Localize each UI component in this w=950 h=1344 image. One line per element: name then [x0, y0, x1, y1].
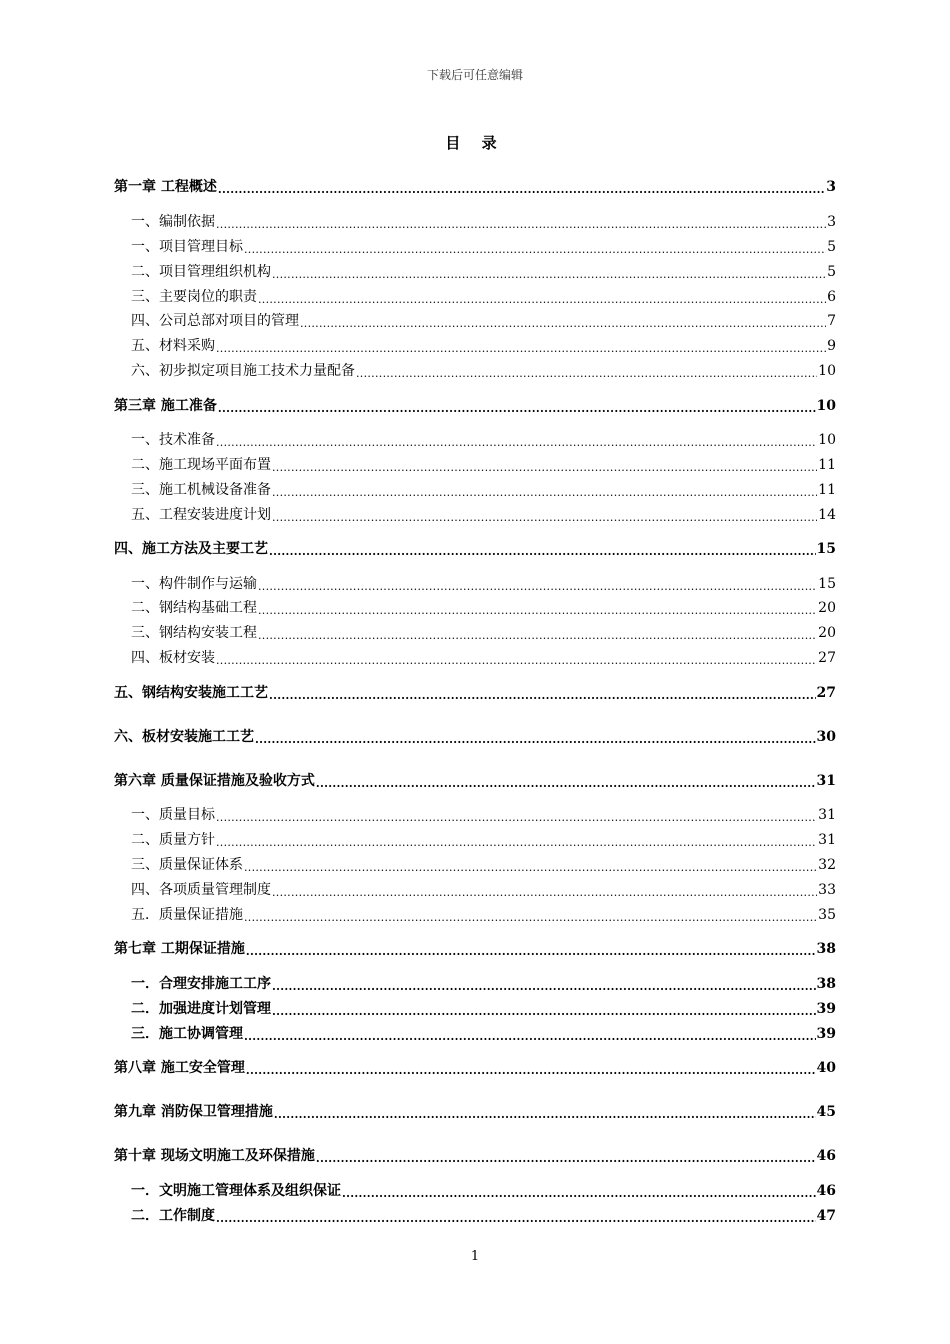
toc-entry-label: 四、施工方法及主要工艺	[114, 541, 268, 557]
toc-dot-leader	[244, 243, 826, 257]
toc-entry-page: 31	[816, 773, 836, 789]
toc-section-entry[interactable]	[131, 311, 836, 331]
page-header: 下载后可任意编辑	[426, 68, 523, 82]
toc-dot-leader	[272, 980, 816, 994]
toc-entry-label: 四、公司总部对项目的管理	[131, 313, 299, 329]
toc-section-entry[interactable]	[131, 262, 836, 282]
toc-dot-leader	[300, 317, 826, 331]
toc-entry-label: 第七章 工期保证措施	[114, 941, 245, 957]
toc-entry-page: 27	[818, 650, 836, 666]
toc-dot-leader	[272, 268, 826, 282]
toc-dot-leader	[258, 604, 817, 618]
toc-section-entry[interactable]	[131, 455, 836, 475]
toc-entry-label: 五．质量保证措施	[131, 907, 243, 923]
toc-entry-page: 15	[818, 576, 836, 592]
toc-dot-leader	[272, 886, 817, 900]
toc-section-entry[interactable]	[131, 430, 836, 450]
page-title: 目 录	[445, 134, 505, 152]
toc-entry-label: 四、各项质量管理制度	[131, 882, 271, 898]
toc-section-entry[interactable]	[131, 855, 836, 875]
toc-entry-page: 39	[816, 1001, 836, 1017]
toc-dot-leader	[316, 1152, 816, 1166]
toc-entry-label: 五、钢结构安装施工工艺	[114, 685, 268, 701]
toc-entry-page: 39	[816, 1026, 836, 1042]
toc-dot-leader	[274, 1108, 816, 1122]
toc-section-entry[interactable]	[131, 1206, 836, 1226]
toc-dot-leader	[258, 580, 817, 594]
toc-entry-page: 11	[818, 482, 836, 498]
toc-dot-leader	[258, 293, 826, 307]
toc-entry-label: 二、钢结构基础工程	[131, 600, 257, 616]
toc-section-entry[interactable]	[131, 505, 836, 525]
toc-entry-label: 一、编制依据	[131, 214, 215, 230]
toc-dot-leader	[216, 811, 817, 825]
toc-chapter-entry[interactable]	[114, 1102, 836, 1122]
toc-dot-leader	[342, 1187, 816, 1201]
toc-entry-page: 3	[826, 179, 836, 195]
toc-entry-page: 7	[827, 313, 836, 329]
toc-dot-leader	[258, 629, 817, 643]
toc-dot-leader	[316, 777, 816, 791]
toc-chapter-entry[interactable]	[114, 396, 836, 416]
toc-entry-label: 第八章 施工安全管理	[114, 1060, 245, 1076]
toc-dot-leader	[272, 1005, 816, 1019]
toc-entry-label: 六、板材安装施工工艺	[114, 729, 254, 745]
toc-section-entry[interactable]	[131, 999, 836, 1019]
toc-dot-leader	[216, 436, 817, 450]
toc-entry-label: 一．文明施工管理体系及组织保证	[131, 1183, 341, 1199]
toc-entry-label: 第一章 工程概述	[114, 179, 217, 195]
toc-dot-leader	[244, 911, 817, 925]
toc-dot-leader	[255, 733, 816, 747]
toc-entry-label: 一、技术准备	[131, 432, 215, 448]
toc-entry-page: 46	[816, 1183, 836, 1199]
toc-entry-label: 三、质量保证体系	[131, 857, 243, 873]
toc-dot-leader	[356, 367, 817, 381]
toc-entry-page: 30	[816, 729, 836, 745]
toc-entry-page: 10	[816, 398, 836, 414]
toc-section-entry[interactable]	[131, 574, 836, 594]
toc-entry-page: 32	[818, 857, 836, 873]
toc-entry-label: 一、项目管理目标	[131, 239, 243, 255]
toc-section-entry[interactable]	[131, 1024, 836, 1044]
toc-entry-label: 二．工作制度	[131, 1208, 215, 1224]
toc-entry-label: 二．加强进度计划管理	[131, 1001, 271, 1017]
toc-entry-page: 38	[816, 976, 836, 992]
toc-dot-leader	[216, 654, 817, 668]
page-number: 1	[470, 1249, 480, 1264]
toc-entry-label: 三．施工协调管理	[131, 1026, 243, 1042]
toc-chapter-entry[interactable]	[114, 683, 836, 703]
toc-entry-page: 10	[818, 432, 836, 448]
toc-entry-label: 一．合理安排施工工序	[131, 976, 271, 992]
toc-section-entry[interactable]	[131, 361, 836, 381]
toc-entry-page: 31	[818, 807, 836, 823]
toc-section-entry[interactable]	[131, 598, 836, 618]
toc-section-entry[interactable]	[131, 623, 836, 643]
toc-entry-page: 5	[827, 264, 836, 280]
toc-dot-leader	[246, 945, 816, 959]
toc-chapter-entry[interactable]	[114, 539, 836, 559]
toc-dot-leader	[216, 836, 817, 850]
toc-entry-label: 五、工程安装进度计划	[131, 507, 271, 523]
toc-dot-leader	[216, 342, 826, 356]
toc-entry-label: 第十章 现场文明施工及环保措施	[114, 1148, 315, 1164]
toc-entry-page: 47	[816, 1208, 836, 1224]
toc-section-entry[interactable]	[131, 237, 836, 257]
toc-entry-page: 9	[827, 338, 836, 354]
toc-entry-label: 三、施工机械设备准备	[131, 482, 271, 498]
toc-section-entry[interactable]	[131, 336, 836, 356]
toc-entry-page: 40	[816, 1060, 836, 1076]
toc-entry-page: 11	[818, 457, 836, 473]
toc-entry-label: 第六章 质量保证措施及验收方式	[114, 773, 315, 789]
toc-chapter-entry[interactable]	[114, 1146, 836, 1166]
toc-entry-label: 四、板材安装	[131, 650, 215, 666]
toc-section-entry[interactable]	[131, 905, 836, 925]
toc-section-entry[interactable]	[131, 880, 836, 900]
toc-entry-label: 第三章 施工准备	[114, 398, 217, 414]
toc-entry-label: 六、初步拟定项目施工技术力量配备	[131, 363, 355, 379]
toc-entry-page: 6	[827, 289, 836, 305]
toc-entry-page: 3	[827, 214, 836, 230]
toc-entry-label: 三、主要岗位的职责	[131, 289, 257, 305]
toc-section-entry[interactable]	[131, 212, 836, 232]
toc-section-entry[interactable]	[131, 480, 836, 500]
toc-chapter-entry[interactable]	[114, 727, 836, 747]
toc-entry-page: 33	[818, 882, 836, 898]
toc-entry-page: 45	[816, 1104, 836, 1120]
toc-chapter-entry[interactable]	[114, 771, 836, 791]
toc-entry-page: 46	[816, 1148, 836, 1164]
toc-section-entry[interactable]	[131, 287, 836, 307]
toc-chapter-entry[interactable]	[114, 177, 836, 197]
toc-dot-leader	[272, 511, 817, 525]
toc-entry-page: 20	[818, 600, 836, 616]
toc-section-entry[interactable]	[131, 805, 836, 825]
toc-entry-label: 三、钢结构安装工程	[131, 625, 257, 641]
toc-entry-page: 20	[818, 625, 836, 641]
toc-dot-leader	[269, 545, 816, 559]
toc-dot-leader	[216, 218, 826, 232]
toc-dot-leader	[272, 486, 817, 500]
toc-entry-page: 31	[818, 832, 836, 848]
toc-entry-label: 二、质量方针	[131, 832, 215, 848]
toc-section-entry[interactable]	[131, 974, 836, 994]
toc-entry-page: 38	[816, 941, 836, 957]
toc-entry-page: 14	[818, 507, 836, 523]
toc-entry-label: 一、构件制作与运输	[131, 576, 257, 592]
toc-dot-leader	[244, 1030, 816, 1044]
toc-entry-page: 27	[816, 685, 836, 701]
toc-dot-leader	[218, 402, 816, 416]
toc-dot-leader	[244, 861, 817, 875]
toc-dot-leader	[246, 1064, 816, 1078]
toc-dot-leader	[216, 1212, 816, 1226]
toc-entry-page: 5	[827, 239, 836, 255]
toc-dot-leader	[218, 183, 825, 197]
toc-dot-leader	[269, 689, 816, 703]
toc-entry-page: 15	[816, 541, 836, 557]
toc-section-entry[interactable]	[131, 648, 836, 668]
toc-dot-leader	[272, 461, 817, 475]
toc-entry-page: 35	[818, 907, 836, 923]
toc-entry-label: 五、材料采购	[131, 338, 215, 354]
toc-chapter-entry[interactable]	[114, 1058, 836, 1078]
toc-section-entry[interactable]	[131, 830, 836, 850]
toc-section-entry[interactable]	[131, 1181, 836, 1201]
toc-entry-page: 10	[818, 363, 836, 379]
toc-entry-label: 二、施工现场平面布置	[131, 457, 271, 473]
toc-entry-label: 第九章 消防保卫管理措施	[114, 1104, 273, 1120]
toc-entry-label: 一、质量目标	[131, 807, 215, 823]
toc-entry-label: 二、项目管理组织机构	[131, 264, 271, 280]
toc-chapter-entry[interactable]	[114, 939, 836, 959]
